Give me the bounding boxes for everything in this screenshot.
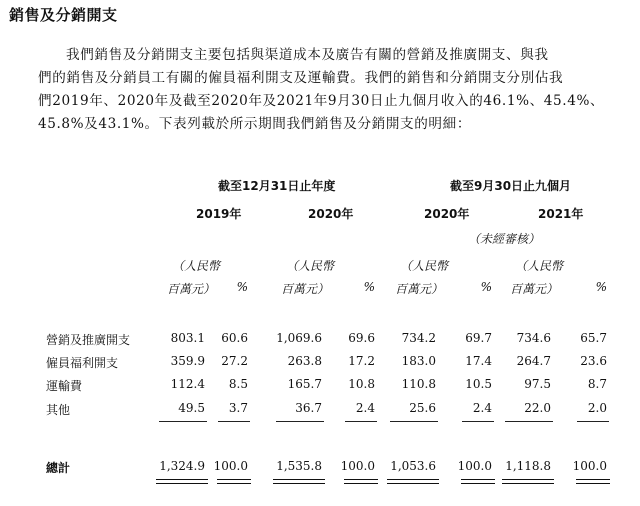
table-cell: 36.7 [295, 401, 322, 415]
total-cell: 1,535.8 [276, 459, 322, 473]
table-cell: 734.6 [516, 331, 551, 345]
section-heading: 銷售及分銷開支 [9, 6, 118, 24]
table-cell: 17.2 [348, 354, 375, 368]
table-cell: 69.7 [465, 331, 492, 345]
group-header-nine-months: 截至9月30日止九個月 [450, 179, 572, 193]
paragraph-line: 們2019年、2020年及截至2020年及2021年9月30日止九個月收入的46.1%、45.4%、 [38, 93, 605, 109]
total-cell: 100.0 [213, 459, 248, 473]
subtotal-rule [505, 421, 553, 422]
unit-label: 百萬元） [510, 282, 559, 296]
table-cell: 3.7 [228, 401, 248, 415]
percent-label: % [363, 280, 375, 294]
year-header-2020-nine-months: 2020年 [424, 207, 470, 221]
total-cell: 100.0 [457, 459, 492, 473]
total-double-rule [156, 479, 208, 484]
table-cell: 264.7 [516, 354, 551, 368]
row-label: 其他 [46, 403, 71, 417]
table-cell: 803.1 [170, 331, 205, 345]
table-cell: 110.8 [401, 377, 436, 391]
percent-label: % [595, 280, 607, 294]
unaudited-note: （未經審核） [468, 232, 541, 246]
table-cell: 1,069.6 [276, 331, 322, 345]
subtotal-rule [218, 421, 250, 422]
subtotal-rule [159, 421, 207, 422]
subtotal-rule [390, 421, 438, 422]
paragraph-line: 45.8%及43.1%。下表列載於所示期間我們銷售及分銷開支的明細： [38, 116, 472, 132]
table-cell: 8.5 [228, 377, 248, 391]
unit-label: 百萬元） [395, 282, 444, 296]
table-cell: 183.0 [401, 354, 436, 368]
total-double-rule [273, 479, 325, 484]
paragraph-line: 我們銷售及分銷開支主要包括與渠道成本及廣告有關的營銷及推廣開支、與我 [66, 47, 549, 63]
unit-label: （人民幣 [172, 259, 221, 273]
table-cell: 97.5 [524, 377, 551, 391]
table-cell: 8.7 [587, 377, 607, 391]
unit-label: 百萬元） [167, 282, 216, 296]
table-cell: 10.5 [465, 377, 492, 391]
total-double-rule [576, 479, 610, 484]
unit-label: （人民幣 [286, 259, 335, 273]
group-header-year-ended: 截至12月31日止年度 [218, 179, 336, 193]
total-double-rule [502, 479, 554, 484]
subtotal-rule [462, 421, 494, 422]
table-cell: 17.4 [465, 354, 492, 368]
table-cell: 2.4 [472, 401, 492, 415]
total-double-rule [217, 479, 251, 484]
table-cell: 165.7 [287, 377, 322, 391]
percent-label: % [236, 280, 248, 294]
percent-label: % [480, 280, 492, 294]
total-double-rule [344, 479, 378, 484]
subtotal-rule [345, 421, 377, 422]
table-cell: 263.8 [287, 354, 322, 368]
table-cell: 10.8 [348, 377, 375, 391]
table-cell: 27.2 [221, 354, 248, 368]
intro-paragraph [38, 44, 605, 136]
subtotal-rule [577, 421, 609, 422]
total-cell: 1,053.6 [390, 459, 436, 473]
table-cell: 60.6 [221, 331, 248, 345]
subtotal-rule [276, 421, 324, 422]
total-cell: 1,118.8 [505, 459, 551, 473]
total-double-rule [387, 479, 439, 484]
table-cell: 69.6 [348, 331, 375, 345]
paragraph-line: 們的銷售及分銷員工有關的僱員福利開支及運輸費。我們的銷售和分銷開支分別佔我 [38, 70, 564, 86]
table-cell: 49.5 [178, 401, 205, 415]
year-header-2019: 2019年 [196, 207, 242, 221]
table-cell: 112.4 [170, 377, 205, 391]
table-cell: 25.6 [409, 401, 436, 415]
table-cell: 734.2 [401, 331, 436, 345]
unit-label: 百萬元） [281, 282, 330, 296]
total-cell: 100.0 [340, 459, 375, 473]
row-label: 僱員福利開支 [46, 356, 119, 370]
table-cell: 23.6 [580, 354, 607, 368]
total-label: 總計 [46, 461, 71, 475]
table-cell: 359.9 [170, 354, 205, 368]
total-double-rule [461, 479, 495, 484]
table-cell: 2.0 [587, 401, 607, 415]
total-cell: 1,324.9 [159, 459, 205, 473]
total-cell: 100.0 [572, 459, 607, 473]
table-cell: 22.0 [524, 401, 551, 415]
year-header-2020: 2020年 [308, 207, 354, 221]
unit-label: （人民幣 [515, 259, 564, 273]
row-label: 營銷及推廣開支 [46, 333, 131, 347]
year-header-2021-nine-months: 2021年 [538, 207, 584, 221]
table-cell: 2.4 [355, 401, 375, 415]
table-cell: 65.7 [580, 331, 607, 345]
row-label: 運輸費 [46, 379, 83, 393]
unit-label: （人民幣 [400, 259, 449, 273]
